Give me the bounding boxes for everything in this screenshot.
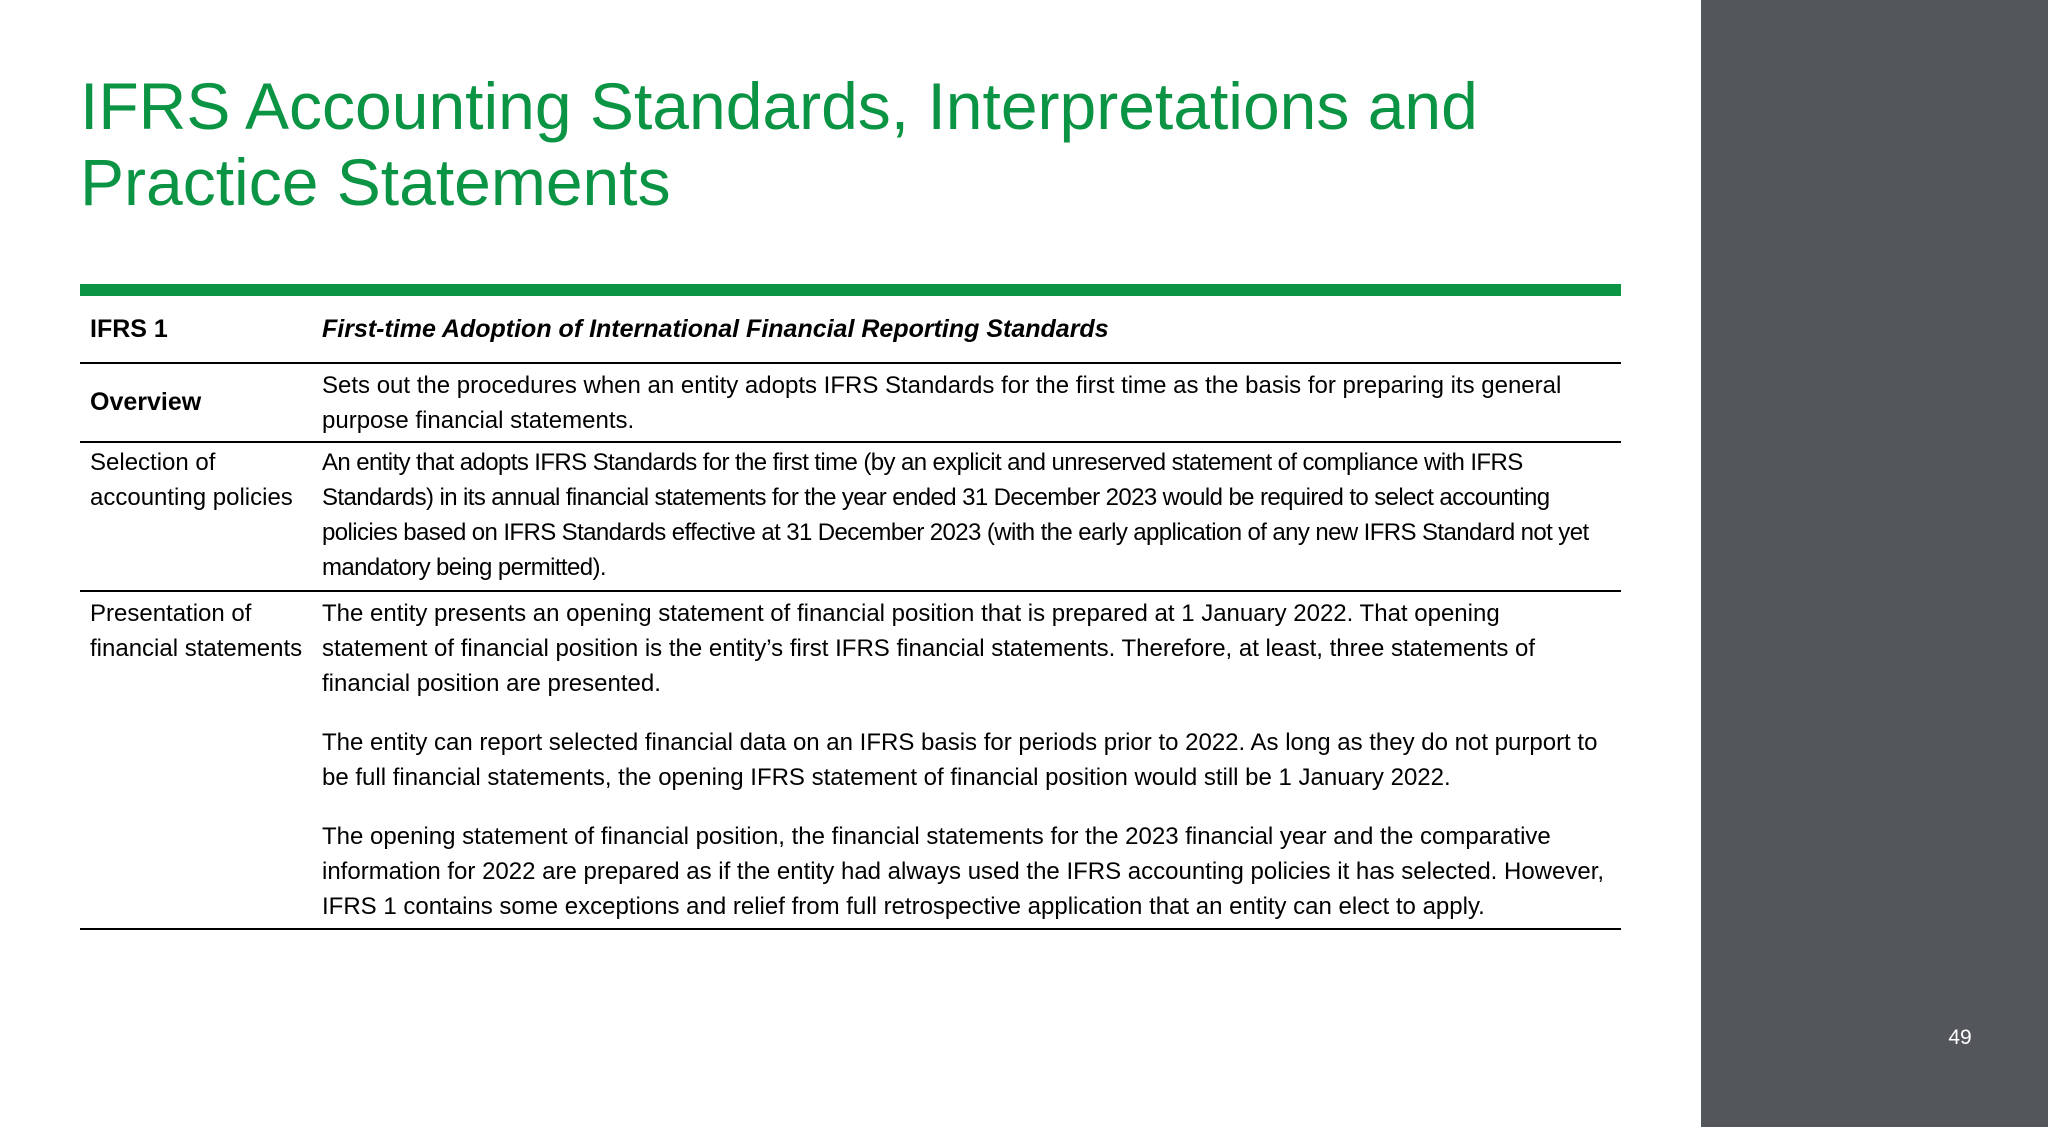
page-number: 49 [1948, 1026, 1972, 1049]
overview-row [80, 364, 1621, 443]
page-title-line-1: IFRS Accounting Standards, Interpretations and [80, 69, 1478, 143]
selection-row [80, 443, 1621, 592]
overview-text: Sets out the procedures when an entity adopts IFRS Standards for the first time as the basis for preparing its general purpose financial statements. [322, 371, 1562, 434]
standard-id: IFRS 1 [90, 314, 168, 343]
table-top-rule [80, 284, 1621, 296]
overview-label: Overview [90, 388, 202, 416]
standard-name: First-time Adoption of International Financial Reporting Standards [322, 314, 1109, 343]
presentation-paragraph: The opening statement of financial position, the financial statements for the 2023 financial year and the comparative information for 2022 are prepared as if the entity had always used the IFRS accounting policies it has selected. However, IFRS 1 contains some exceptions and relief from full retrospective application that an entity can elect to apply. [322, 823, 1605, 920]
presentation-text [322, 596, 1621, 924]
presentation-row [80, 592, 1621, 930]
selection-text: An entity that adopts IFRS Standards for the first time (by an explicit and unreserved statement of compliance with IFRS Standards) in its annual financial statements for the year ended 31 December 2023 would be required to select accounting policies based on IFRS Standards effective at 31 December 2023 (with the early application of any new IFRS Standard not yet mandatory being permitted). [322, 449, 1589, 581]
page-title-line-2: Practice Statements [80, 145, 671, 219]
presentation-paragraph: The entity presents an opening statement of financial position that is prepared at 1 January 2022. That opening statement of financial position is the entity’s first IFRS financial statements. Therefore, at least, three statements of financial position are presented. [322, 600, 1536, 697]
table-header-row [80, 296, 1621, 364]
side-panel [1701, 0, 2048, 1127]
page-title [80, 68, 1580, 220]
standard-summary-table [80, 296, 1621, 930]
presentation-label: Presentation of financial statements [90, 600, 303, 662]
selection-label: Selection of accounting policies [90, 449, 293, 511]
presentation-paragraph: The entity can report selected financial data on an IFRS basis for periods prior to 2022. As long as they do not purport to be full financial statements, the opening IFRS statement of financial position would still be 1 January 2022. [322, 729, 1598, 791]
